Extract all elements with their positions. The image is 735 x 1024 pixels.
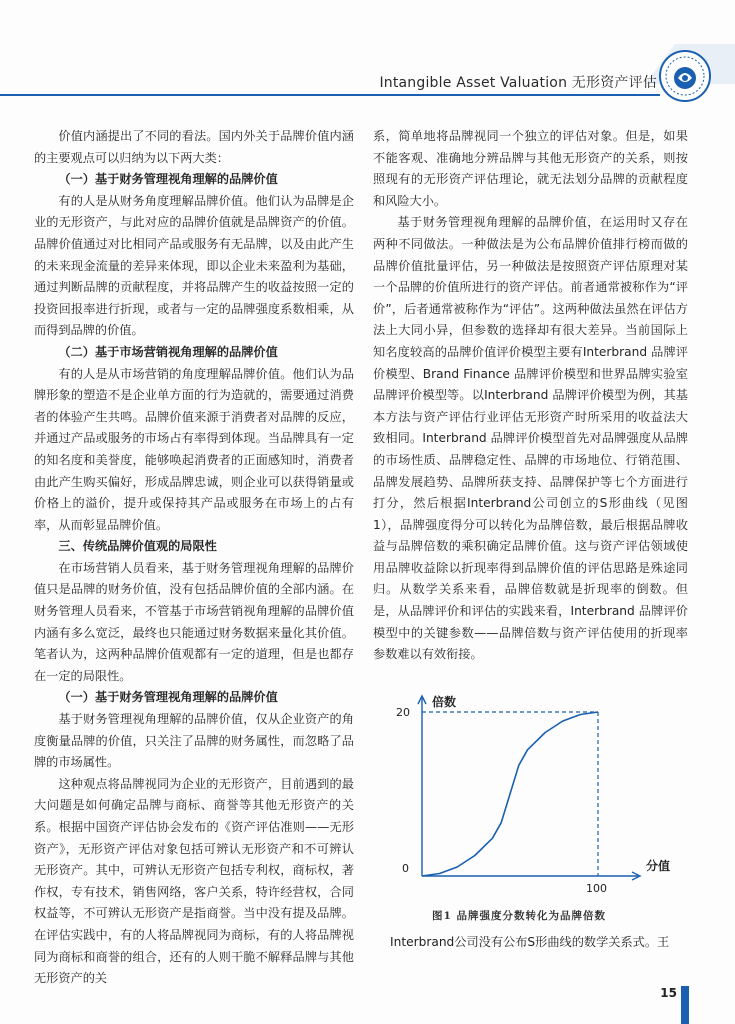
paragraph: 在市场营销人员看来，基于财务管理视角理解的品牌价值只是品牌的财务价值，没有包括品牌价值的全部内涵。在财务管理人员看来，不管基于市场营销视角理解的品牌价值内涵有多么宽泛，最终也只能通过财务数据来量化其价值。笔者认为，这两种品牌价值观都有一定的道理，但是也都存在一定的局限性。 (34, 560, 354, 683)
section-heading: （一）基于财务管理视角理解的品牌价值 (58, 172, 278, 187)
page-accent-bar (681, 986, 689, 1024)
page-number: 15 (660, 986, 677, 1000)
header-rule (0, 94, 660, 96)
section-heading: （二）基于市场营销视角理解的品牌价值 (58, 344, 278, 359)
y-axis-label: 倍数 (432, 695, 457, 709)
x-tick-label-origin: 0 (402, 862, 409, 875)
paragraph: 有的人是从财务角度理解品牌价值。他们认为品牌是企业的无形资产，与此对应的品牌价值就是品牌资产的价值。品牌价值通过对比相同产品或服务有无品牌，以及由此产生的未来现金流量的差异来体现，即以企业未来盈利为基础，通过判断品牌的贡献程度，并将品牌产生的收益按照一定的投资回报率进行折现，或者与一定的品牌强度系数相乘，从而得到品牌的价值。 (34, 193, 354, 338)
s-curve-line (422, 712, 598, 876)
running-header: Intangible Asset Valuation 无形资产评估 (379, 75, 657, 91)
figure-1 (382, 686, 682, 926)
x-tick-label-max: 100 (586, 882, 607, 895)
left-column (34, 126, 354, 990)
x-axis-label: 分值 (646, 859, 671, 873)
journal-logo-icon (657, 48, 713, 104)
paragraph: 有的人是从市场营销的角度理解品牌价值。他们认为品牌形象的塑造不是企业单方面的行为造就的，需要通过消费者的体验产生共鸣。品牌价值来源于消费者对品牌的反应，并通过产品或服务的市场占有率得到体现。当品牌具有一定的知名度和美誉度，能够唤起消费者的正面感知时，消费者由此产生购买偏好，形成品牌忠诚，则企业可以获得销量或价格上的溢价，提升或保持其产品或服务在市场上的占有率，从而彰显品牌价值。 (34, 366, 354, 532)
right-column (373, 126, 688, 666)
paragraph: 基于财务管理视角理解的品牌价值，在运用时又存在两种不同做法。一种做法是为公布品牌价值排行榜而做的品牌价值批量评估，另一种做法是按照资产评估原理对某一个品牌的价值所进行的资产评估。前者通常被称作为“评价”，后者通常被称作为“评估”。这两种做法虽然在评估方法上大同小异，但参数的选择却有很大差异。当前国际上知名度较高的品牌价值评价模型主要有Interbrand 品牌评价模型、Brand Finance 品牌评价模型和世界品牌实验室品牌评价模型等。以Interbrand 品牌评价模型为例，其基本方法与资产评估行业评估无形资产时所采用的收益法大致相同。Interbrand 品牌评价模型首先对品牌强度从品牌的市场性质、品牌稳定性、品牌的市场地位、行销范围、品牌发展趋势、品牌所获支持、品牌保护等七个方面进行打分，然后根据Interbrand公司创立的S形曲线（见图1），品牌强度得分可以转化为品牌倍数，最后根据品牌收益与品牌倍数的乘积确定品牌价值。这与资产评估领域使用品牌收益除以折现率得到品牌价值的评估思路是殊途同归。从数学关系来看，品牌倍数就是折现率的倒数。但是，从品牌评价和评估的实践来看，Interbrand 品牌评价模型中的关键参数——品牌倍数与资产评估使用的折现率参数难以有效衔接。 (373, 215, 688, 662)
continuation-paragraph: Interbrand公司没有公布S形曲线的数学关系式。王 (390, 935, 670, 949)
figure-caption: 图1 品牌强度分数转化为品牌倍数 (432, 910, 606, 922)
paragraph: 系，简单地将品牌视同一个独立的评估对象。但是，如果不能客观、准确地分辨品牌与其他无形资产的关系，则按照现有的无形资产评估理论，就无法划分品牌的贡献程度和风险大小。 (373, 129, 688, 208)
paragraph: 这种观点将品牌视同为企业的无形资产，目前遇到的最大问题是如何确定品牌与商标、商誉等其他无形资产的关系。根据中国资产评估协会发布的《资产评估准则——无形资产》，无形资产评估对象包括可辨认无形资产和不可辨认无形资产。其中，可辨认无形资产包括专利权，商标权，著作权，专有技术，销售网络，客户关系，特许经营权，合同权益等，不可辨认无形资产是指商誉。当中没有提及品牌。在评估实践中，有的人将品牌视同为商标，有的人将品牌视同为商标和商誉的组合，还有的人则干脆不解释品牌与其他无形资产的关 (34, 776, 354, 986)
paragraph: 价值内涵提出了不同的看法。国内外关于品牌价值内涵的主要观点可以归纳为以下两大类： (34, 129, 354, 165)
section-heading: （一）基于财务管理视角理解的品牌价值 (58, 690, 278, 705)
y-tick-label: 20 (396, 706, 410, 719)
section-heading: 三、传统品牌价值观的局限性 (58, 539, 217, 554)
paragraph: 基于财务管理视角理解的品牌价值，仅从企业资产的角度衡量品牌的价值，只关注了品牌的财务属性，而忽略了品牌的市场属性。 (34, 712, 354, 770)
s-curve-chart (382, 686, 682, 911)
